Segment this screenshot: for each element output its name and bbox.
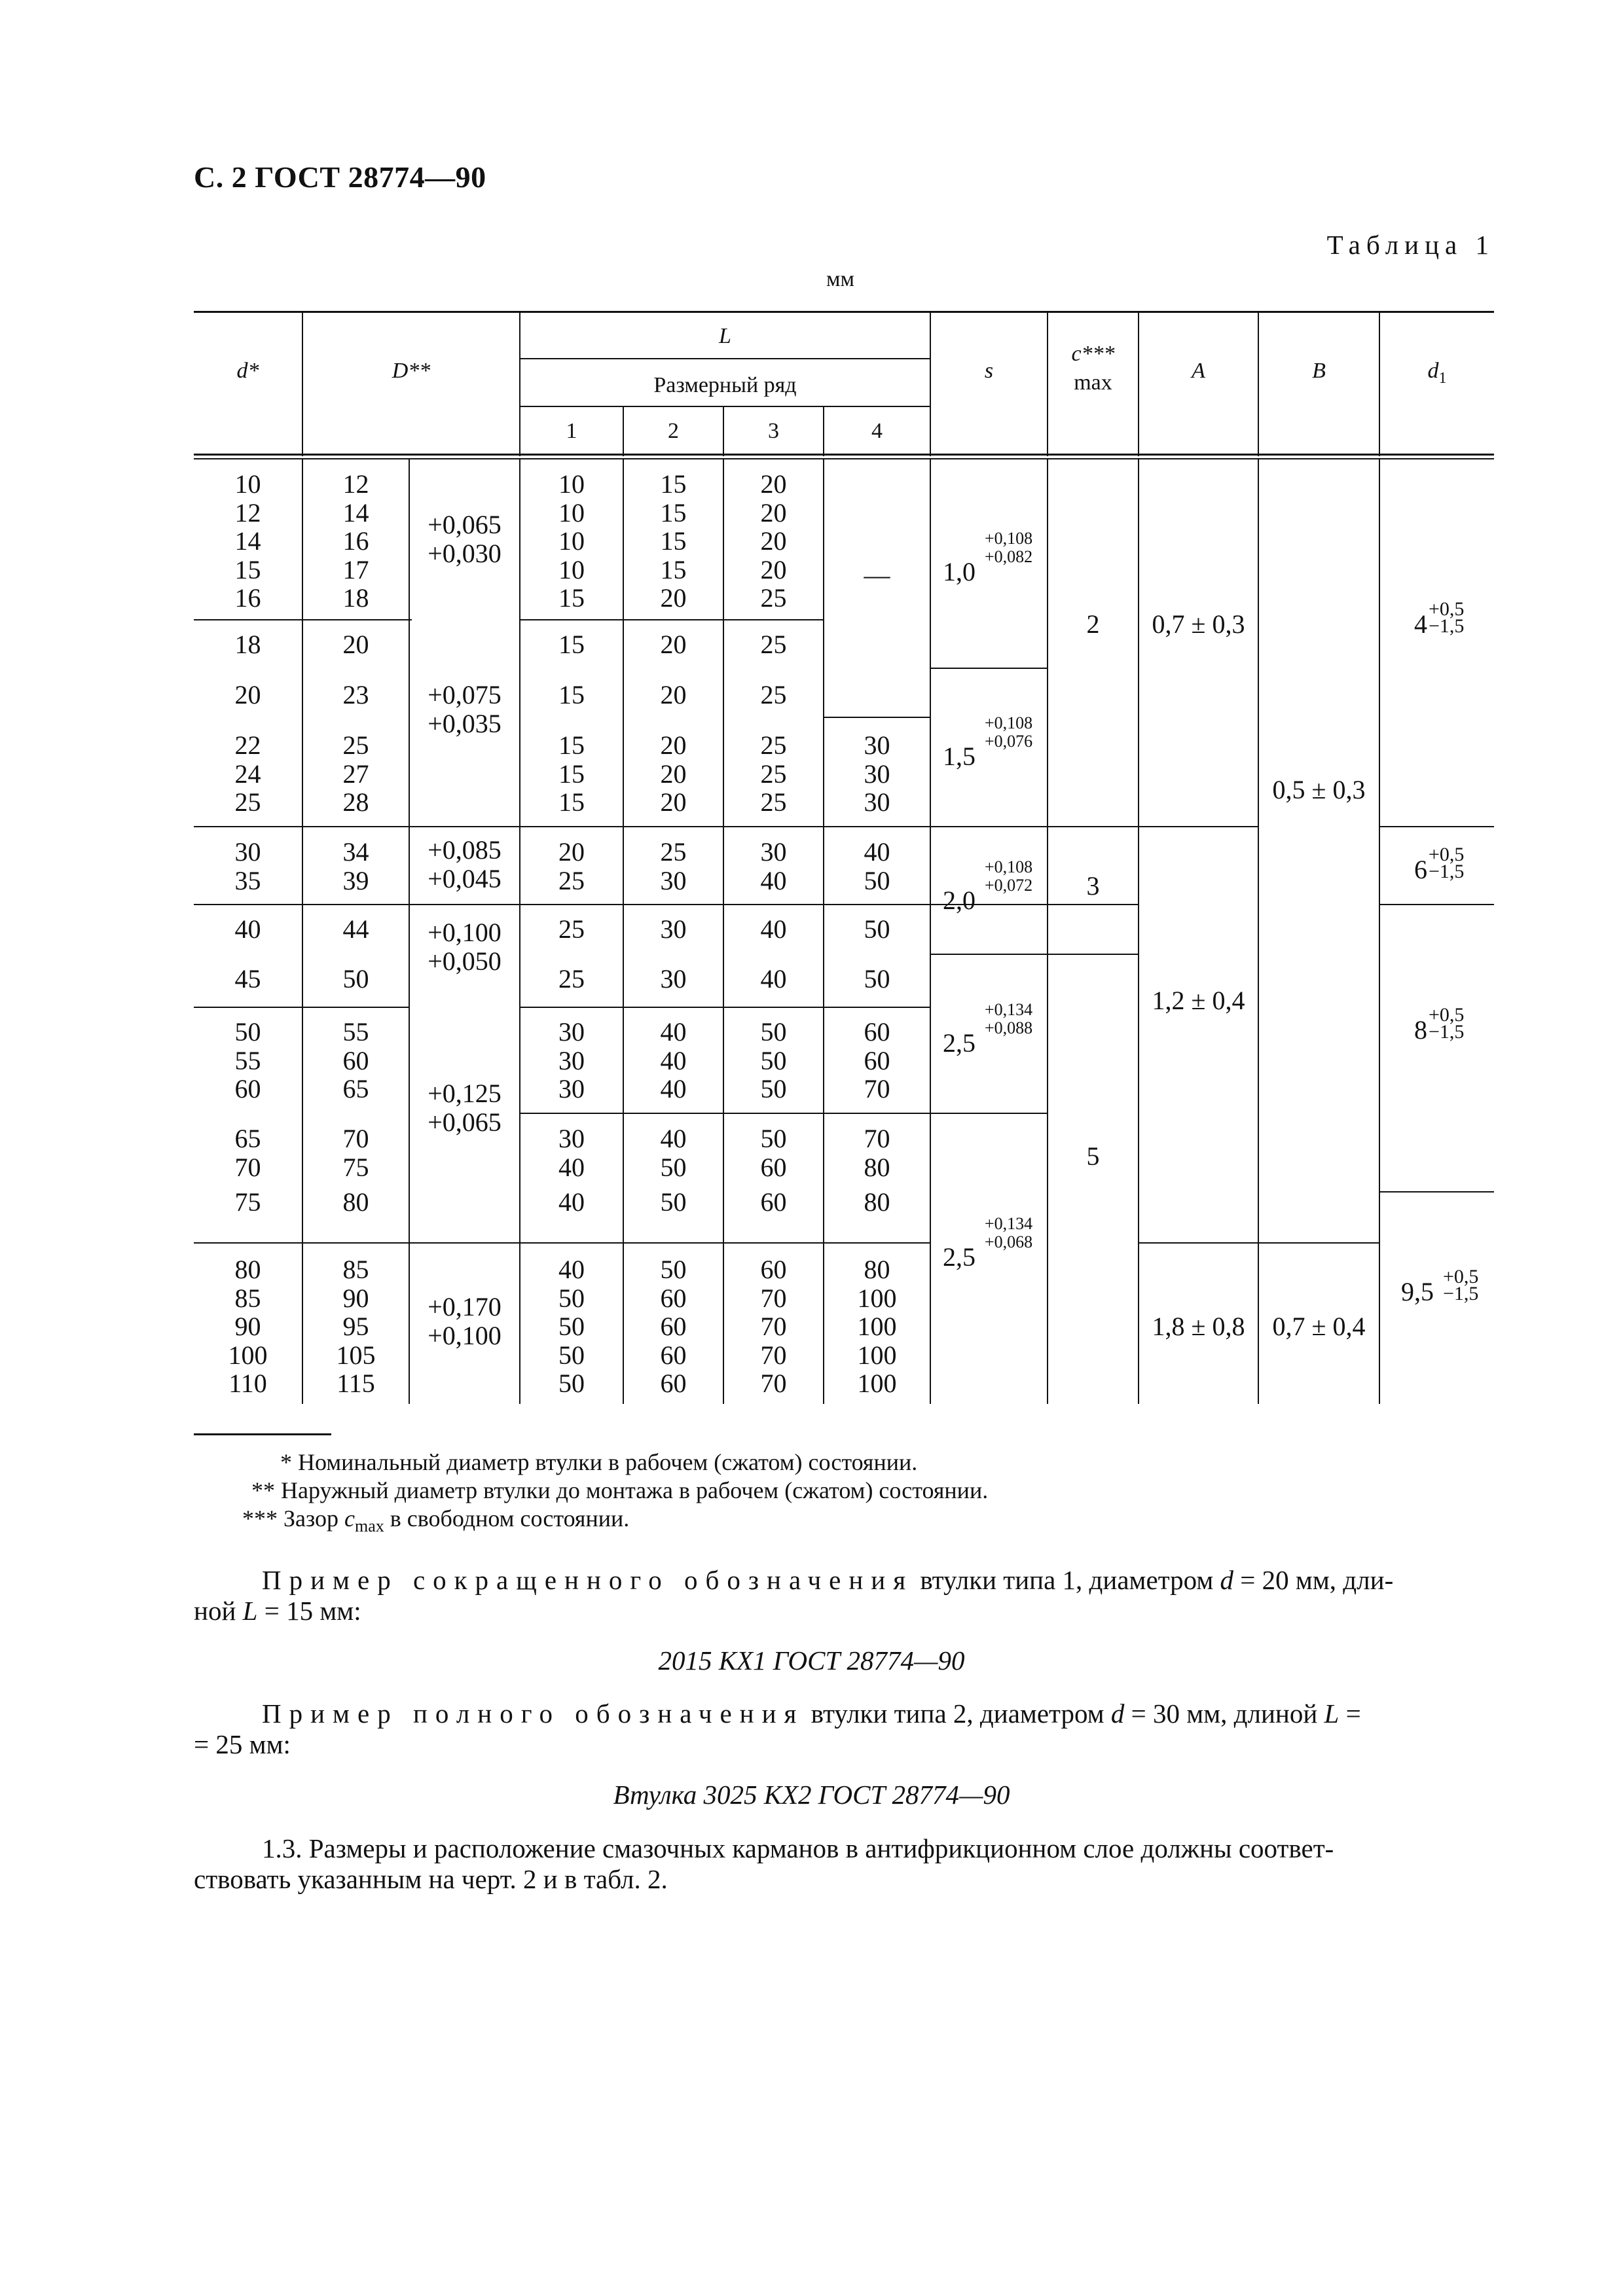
d1-value-3: 8 +0,5 −1,5 [1414, 1004, 1465, 1045]
cell-D: 27 [342, 759, 369, 789]
cell-L4: 30 [864, 759, 890, 789]
cell-D: 50 [342, 964, 369, 994]
cell-L3: 60 [760, 1152, 787, 1182]
col-L2-group-3 [624, 681, 723, 709]
cell-L2: 40 [660, 1124, 687, 1153]
cell-L2: 60 [660, 1340, 687, 1370]
example1-designation: 2015 КХ1 ГОСТ 28774—90 [658, 1645, 965, 1676]
col-L3-group-9 [724, 1124, 823, 1181]
cell-L2: 40 [660, 1074, 687, 1103]
col-L1-group-10 [520, 1188, 623, 1217]
cell-D: 105 [336, 1340, 376, 1370]
page-header: С. 2 ГОСТ 28774—90 [194, 160, 486, 194]
cell-L3: 25 [760, 759, 787, 789]
cell-L2: 20 [660, 680, 687, 709]
cell-D: 60 [342, 1045, 369, 1075]
cell-L4: 50 [864, 964, 890, 994]
cell-D: 34 [342, 837, 369, 867]
cell-d: 24 [234, 759, 261, 789]
cell-L1: 25 [558, 964, 585, 994]
cell-L2: 50 [660, 1187, 687, 1217]
example1-line2: ной L = 15 мм: [194, 1596, 361, 1626]
col-L3-group-7 [724, 965, 823, 994]
cell-d: 16 [234, 583, 261, 613]
cell-L3: 25 [760, 630, 787, 659]
cell-L3: 60 [760, 1255, 787, 1284]
cell-D: 115 [337, 1369, 375, 1398]
header-B: B [1312, 359, 1326, 383]
header-series-3: 3 [768, 419, 779, 443]
B-value-2: 0,7 ± 0,4 [1272, 1312, 1366, 1341]
header-D: D** [392, 359, 431, 383]
col-L1-group-3 [520, 681, 623, 709]
tolerance-D-1: +0,065 +0,030 [428, 510, 501, 568]
col-L3-group-10 [724, 1188, 823, 1217]
s-value-1: 1,0 +0,108 +0,082 [943, 529, 1033, 586]
col-L1-group-9 [520, 1124, 623, 1181]
cell-D: 28 [342, 787, 369, 817]
d1-value-4: 9,5 +0,5 −1,5 [1401, 1266, 1479, 1306]
d1-value-1: 4 +0,5 −1,5 [1414, 598, 1465, 639]
cell-L3: 70 [760, 1340, 787, 1370]
cell-L1: 40 [558, 1152, 585, 1182]
example2-line1: Пример полного обозначения втулки типа 2, диаметром d = 30 мм, длиной L = [262, 1698, 1361, 1729]
footnote-2: ** Наружный диаметр втулки до монтажа в рабочем (сжатом) состоянии. [251, 1477, 989, 1503]
header-series: Размерный ряд [653, 373, 797, 397]
cell-L1: 15 [558, 730, 585, 760]
cell-D: 75 [342, 1152, 369, 1182]
col-L3-group-11 [724, 1255, 823, 1398]
cell-L4: 100 [857, 1369, 897, 1398]
cell-L2: 15 [660, 469, 687, 499]
cell-L2: 25 [660, 837, 687, 867]
c-value-3: 5 [1086, 1141, 1100, 1171]
cell-L3: 70 [760, 1283, 787, 1313]
cell-L4: 30 [864, 730, 890, 760]
example1-line1: Пример сокращенного обозначения втулки типа 1, диаметром d = 20 мм, дли- [262, 1565, 1394, 1595]
col-L2-group-4 [624, 731, 723, 817]
example2-designation: Втулка 3025 КХ2 ГОСТ 28774—90 [613, 1780, 1010, 1810]
cell-L3: 40 [760, 865, 787, 895]
cell-L3: 25 [760, 730, 787, 760]
example2-line2: = 25 мм: [194, 1729, 291, 1759]
cell-d: 85 [234, 1283, 261, 1313]
col-L1-group-4 [520, 731, 623, 817]
cell-d: 35 [234, 865, 261, 895]
col-D-group-11 [303, 1255, 409, 1398]
cell-L3: 20 [760, 554, 787, 584]
cell-L3: 60 [760, 1187, 787, 1217]
col-L4-group-9 [824, 1124, 930, 1181]
col-L1-group-11 [520, 1255, 623, 1398]
cell-L2: 20 [660, 730, 687, 760]
cell-L3: 50 [760, 1017, 787, 1047]
cell-L2: 20 [660, 583, 687, 613]
header-d1: $d_1$ [1427, 359, 1447, 387]
cell-L2: 20 [660, 759, 687, 789]
cell-L2: 40 [660, 1045, 687, 1075]
cell-d: 55 [234, 1045, 261, 1075]
cell-L4: 80 [864, 1152, 890, 1182]
col-L3-group-1 [724, 470, 823, 613]
header-series-1: 1 [566, 419, 577, 443]
cell-L1: 15 [558, 787, 585, 817]
cell-L1: 10 [558, 469, 585, 499]
cell-D: 14 [342, 497, 369, 528]
cell-d: 12 [234, 497, 261, 528]
col-L3-group-4 [724, 731, 823, 817]
cell-L1: 15 [558, 583, 585, 613]
cell-L2: 60 [660, 1369, 687, 1398]
cell-L1: 25 [558, 914, 585, 944]
header-series-4: 4 [871, 419, 883, 443]
col-D-group-8 [303, 1018, 409, 1103]
cell-L4: 50 [864, 865, 890, 895]
table-caption: Таблица 1 [1326, 230, 1495, 260]
col-D-group-7 [303, 965, 409, 994]
clause-line2: ствовать указанным на черт. 2 и в табл. 2. [194, 1864, 668, 1894]
col-L4-group-11 [824, 1255, 930, 1398]
s-value-4: 2,5 +0,134 +0,088 [943, 1000, 1033, 1058]
cell-L1: 15 [558, 759, 585, 789]
col-D-group-1 [303, 470, 409, 613]
A-value-1: 0,7 ± 0,3 [1152, 609, 1245, 639]
cell-d: 60 [234, 1074, 261, 1103]
cell-L1: 30 [558, 1124, 585, 1153]
cell-L2: 40 [660, 1017, 687, 1047]
cell-D: 17 [342, 554, 369, 584]
cell-d: 45 [234, 964, 261, 994]
col-d-group-2 [194, 630, 302, 659]
col-D-group-10 [303, 1188, 409, 1217]
cell-D: 39 [342, 865, 369, 895]
cell-D: 44 [342, 914, 369, 944]
header-d: d* [236, 359, 259, 383]
cell-L4: 100 [857, 1312, 897, 1341]
col-L1-group-5 [520, 838, 623, 895]
col-L4-group-8 [824, 1018, 930, 1103]
tolerance-D-6: +0,170 +0,100 [428, 1292, 501, 1350]
cell-L3: 25 [760, 583, 787, 613]
cell-L3: 70 [760, 1369, 787, 1398]
c-value-1: 2 [1086, 609, 1100, 639]
col-L4-group-6 [824, 915, 930, 944]
header-s: s [984, 359, 994, 383]
col-L2-group-11 [624, 1255, 723, 1398]
cell-L1: 30 [558, 1017, 585, 1047]
cell-L1: 20 [558, 837, 585, 867]
cell-L2: 50 [660, 1255, 687, 1284]
cell-L3: 70 [760, 1312, 787, 1341]
cell-L2: 15 [660, 497, 687, 528]
cell-L1: 15 [558, 680, 585, 709]
cell-d: 14 [234, 526, 261, 556]
s-value-5: 2,5 +0,134 +0,068 [943, 1214, 1033, 1272]
L4-dash: — [864, 560, 890, 590]
cell-D: 65 [342, 1074, 369, 1103]
cell-L1: 50 [558, 1283, 585, 1313]
col-L2-group-2 [624, 630, 723, 659]
cell-d: 15 [234, 554, 261, 584]
cell-L1: 50 [558, 1312, 585, 1341]
cell-d: 70 [234, 1152, 261, 1182]
cell-L1: 40 [558, 1187, 585, 1217]
cell-d: 25 [234, 787, 261, 817]
cell-L3: 30 [760, 837, 787, 867]
cell-D: 70 [342, 1124, 369, 1153]
cell-L3: 50 [760, 1074, 787, 1103]
cell-L4: 50 [864, 914, 890, 944]
col-d-group-3 [194, 681, 302, 709]
cell-L2: 30 [660, 964, 687, 994]
col-L3-group-2 [724, 630, 823, 659]
col-D-group-2 [303, 630, 409, 659]
cell-d: 30 [234, 837, 261, 867]
cell-L4: 100 [857, 1340, 897, 1370]
cell-L1: 30 [558, 1045, 585, 1075]
cell-L1: 40 [558, 1255, 585, 1284]
cell-D: 85 [342, 1255, 369, 1284]
s-value-3: 2,0 +0,108 +0,072 [943, 857, 1033, 915]
cell-L2: 15 [660, 526, 687, 556]
col-L2-group-8 [624, 1018, 723, 1103]
col-D-group-5 [303, 838, 409, 895]
cell-L3: 40 [760, 914, 787, 944]
cell-D: 55 [342, 1017, 369, 1047]
cell-D: 80 [342, 1187, 369, 1217]
cell-L2: 60 [660, 1312, 687, 1341]
cell-D: 25 [342, 730, 369, 760]
cell-D: 90 [342, 1283, 369, 1313]
tolerance-D-5: +0,125 +0,065 [428, 1079, 501, 1137]
col-d-group-7 [194, 965, 302, 994]
d1-value-2: 6 +0,5 −1,5 [1414, 844, 1465, 884]
col-L4-group-10 [824, 1188, 930, 1217]
cell-d: 40 [234, 914, 261, 944]
cell-L1: 15 [558, 630, 585, 659]
cell-L1: 10 [558, 554, 585, 584]
c-value-2: 3 [1086, 871, 1100, 901]
cell-L4: 60 [864, 1045, 890, 1075]
cell-d: 80 [234, 1255, 261, 1284]
cell-L4: 30 [864, 787, 890, 817]
footnote-3: *** Зазор $c_{max}$ в свободном состоянии. [242, 1505, 630, 1536]
col-L1-group-6 [520, 915, 623, 944]
cell-L2: 50 [660, 1152, 687, 1182]
B-value-1: 0,5 ± 0,3 [1272, 775, 1366, 804]
col-L2-group-1 [624, 470, 723, 613]
col-L3-group-8 [724, 1018, 823, 1103]
cell-L4: 60 [864, 1017, 890, 1047]
cell-L2: 30 [660, 914, 687, 944]
col-L2-group-7 [624, 965, 723, 994]
col-d-group-1 [194, 470, 302, 613]
col-L1-group-2 [520, 630, 623, 659]
cell-L2: 30 [660, 865, 687, 895]
col-L4-group-7 [824, 965, 930, 994]
col-d-group-10 [194, 1188, 302, 1217]
cell-L3: 50 [760, 1045, 787, 1075]
col-D-group-9 [303, 1124, 409, 1181]
col-L3-group-6 [724, 915, 823, 944]
header-A: A [1192, 359, 1205, 383]
cell-d: 20 [234, 680, 261, 709]
cell-d: 18 [234, 630, 261, 659]
cell-L4: 70 [864, 1074, 890, 1103]
cell-D: 18 [342, 583, 369, 613]
col-L4-group-4 [824, 731, 930, 817]
cell-d: 75 [234, 1187, 261, 1217]
col-L2-group-6 [624, 915, 723, 944]
col-d-group-8 [194, 1018, 302, 1103]
col-d-group-6 [194, 915, 302, 944]
footnote-rule [194, 1433, 331, 1435]
col-D-group-6 [303, 915, 409, 944]
cell-L1: 50 [558, 1369, 585, 1398]
cell-L4: 70 [864, 1124, 890, 1153]
col-L2-group-9 [624, 1124, 723, 1181]
col-L3-group-3 [724, 681, 823, 709]
cell-L3: 20 [760, 526, 787, 556]
cell-L4: 80 [864, 1187, 890, 1217]
cell-d: 22 [234, 730, 261, 760]
cell-D: 95 [342, 1312, 369, 1341]
cell-L1: 10 [558, 526, 585, 556]
cell-D: 16 [342, 526, 369, 556]
col-L1-group-1 [520, 470, 623, 613]
col-L4-group-5 [824, 838, 930, 895]
cell-L2: 20 [660, 787, 687, 817]
col-L2-group-10 [624, 1188, 723, 1217]
cell-L1: 30 [558, 1074, 585, 1103]
cell-L1: 10 [558, 497, 585, 528]
cell-L3: 20 [760, 497, 787, 528]
cell-L3: 25 [760, 787, 787, 817]
cell-L3: 50 [760, 1124, 787, 1153]
cell-d: 50 [234, 1017, 261, 1047]
A-value-2: 1,2 ± 0,4 [1152, 986, 1245, 1015]
col-L1-group-7 [520, 965, 623, 994]
s-value-2: 1,5 +0,108 +0,076 [943, 713, 1033, 771]
header-L: L [719, 324, 731, 348]
col-L1-group-8 [520, 1018, 623, 1103]
clause-line1: 1.3. Размеры и расположение смазочных карманов в антифрикционном слое должны соответ- [262, 1833, 1334, 1863]
cell-d: 100 [228, 1340, 268, 1370]
cell-L2: 15 [660, 554, 687, 584]
cell-d: 10 [234, 469, 261, 499]
cell-D: 12 [342, 469, 369, 499]
cell-d: 65 [234, 1124, 261, 1153]
footnote-1: * Номинальный диаметр втулки в рабочем (сжатом) состоянии. [280, 1449, 918, 1475]
cell-L2: 20 [660, 630, 687, 659]
tolerance-D-2: +0,075 +0,035 [428, 680, 501, 738]
cell-d: 90 [234, 1312, 261, 1341]
cell-d: 110 [228, 1369, 267, 1398]
units-label: мм [826, 267, 855, 291]
cell-L1: 25 [558, 865, 585, 895]
col-d-group-11 [194, 1255, 302, 1398]
cell-L3: 25 [760, 680, 787, 709]
col-d-group-9 [194, 1124, 302, 1181]
col-D-group-4 [303, 731, 409, 817]
col-D-group-3 [303, 681, 409, 709]
col-d-group-5 [194, 838, 302, 895]
header-series-2: 2 [668, 419, 679, 443]
tolerance-D-4: +0,100 +0,050 [428, 918, 501, 976]
cell-L3: 40 [760, 964, 787, 994]
header-c: c*** [1071, 342, 1115, 366]
col-L3-group-5 [724, 838, 823, 895]
A-value-3: 1,8 ± 0,8 [1152, 1312, 1245, 1341]
col-d-group-4 [194, 731, 302, 817]
cell-L1: 50 [558, 1340, 585, 1370]
cell-L4: 40 [864, 837, 890, 867]
cell-L2: 60 [660, 1283, 687, 1313]
cell-D: 20 [342, 630, 369, 659]
cell-D: 23 [342, 680, 369, 709]
tolerance-D-3: +0,085 +0,045 [428, 835, 501, 893]
cell-L3: 20 [760, 469, 787, 499]
cell-L4: 100 [857, 1283, 897, 1313]
cell-L4: 80 [864, 1255, 890, 1284]
col-L2-group-5 [624, 838, 723, 895]
header-c-max: max [1074, 370, 1112, 395]
